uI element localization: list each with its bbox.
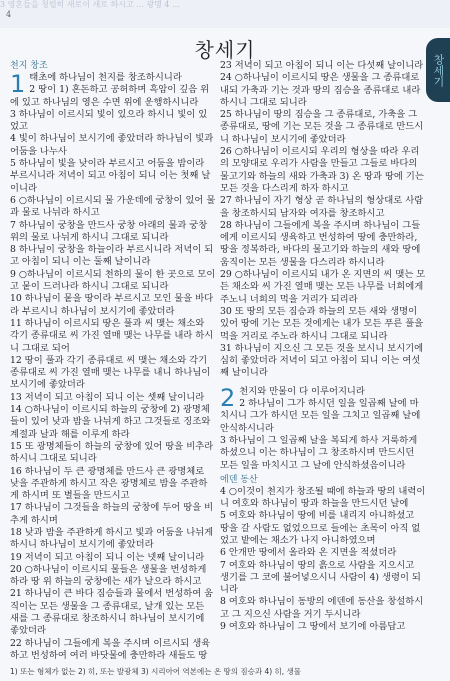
verse: 2 땅이 1) 혼돈하고 공허하며 흑암이 깊음 위에 있고 하나님의 영은 수면 위에 운행하시니라 [10,84,210,108]
verse: 19 저녁이 되고 아침이 되니 이는 넷째 날이니라 [10,551,205,563]
verse: 3 하나님이 그 일곱째 날을 복되게 하사 거룩하게 하셨으니 이는 하나님이 그 창조하시며 만드시던 모든 일을 마치시고 그 날에 안식하셨음이니라 [220,434,418,471]
verse: 2 하나님이 그가 하시던 일을 일곱째 날에 마치시니 그가 하시던 모든 일을 그치고 일곱째 날에 안식하시니라 [220,398,421,434]
verse: 29 ○하나님이 이르시되 내가 온 지면의 씨 맺는 모든 채소와 씨 가진 열매 맺는 모든 나무를 너희에게 주노니 너희의 먹을 거리가 되리라 [220,269,426,305]
verse: 17 하나님이 그것들을 하늘의 궁창에 두어 땅을 비추게 하시며 [10,502,214,526]
column-right [220,60,426,661]
verse: 태초에 하나님이 천지를 창조하시니라 [29,72,182,83]
verse-list [10,72,216,661]
page-number: 4 [6,10,12,19]
verse: 26 ○하나님이 이르시되 우리의 형상을 따라 우리의 모양대로 우리가 사람을 만들고 그들로 바다의 물고기와 하늘의 새와 가축과 3) 온 땅과 땅에 기는 모든 것을 다스리게 하자 하시고 [220,146,424,194]
verse-list [220,486,426,634]
chapter-number: 2 [220,383,236,412]
verse: 24 ○하나님이 이르시되 땅은 생물을 그 종류대로 내되 가축과 기는 것과 땅의 짐승을 종류대로 내라 하시니 그대로 되니라 [220,72,421,108]
verse: 8 하나님이 궁창을 하늘이라 부르시니라 저녁이 되고 아침이 되니 이는 둘째 날이니라 [10,244,214,268]
verse-list [220,383,426,472]
verse: 6 안개만 땅에서 올라와 온 지면을 적셨더라 [220,547,397,559]
footnotes: 1) 또는 형체가 없는 2) 히, 또는 발광체 3) 시리아어 역본에는 온 땅의 짐승과 4) 히, 생물 [10,667,302,676]
verse: 9 ○하나님이 이르시되 천하의 물이 한 곳으로 모이고 뭍이 드러나라 하시니 그대로 되니라 [10,268,216,293]
verse: 11 하나님이 이르시되 땅은 풀과 씨 맺는 채소와 각기 종류대로 씨 가진 열매 맺는 나무를 내라 하시니 그대로 되어 [10,317,214,354]
section-heading: 천지 창조 [10,61,48,71]
verse: 9 여호와 하나님이 그 땅에서 보기에 아름답고 [220,621,406,633]
verse: 27 하나님이 자기 형상 곧 하나님의 형상대로 사람을 창조하시되 남자와 여자를 창조하시고 [220,195,424,219]
chapter-number: 1 [10,70,26,98]
verse-list [220,60,426,380]
verse: 18 낮과 밤을 주관하게 하시고 빛과 어둠을 나뉘게 하시니 하나님이 보시기에 좋았더라 [10,526,214,551]
bleed-through-text: 3 영혼들을 청렬히 새로이 새로 하시고 ... 광명 4 ... [0,0,450,28]
verse: 14 ○하나님이 이르시되 하늘의 궁창에 2) 광명체들이 있어 낮과 밤을 나뉘게 하고 그것들로 징조와 계절과 날과 해를 이루게 하라 [10,404,211,440]
verse: 16 하나님이 두 큰 광명체를 만드사 큰 광명체로 낮을 주관하게 하시고 작은 광명체로 밤을 주관하게 하시며 또 별들을 만드시고 [10,465,208,502]
section-heading: 에덴 동산 [220,474,258,485]
verse: 3 하나님이 이르시되 빛이 있으라 하시니 빛이 있었고 [10,108,208,133]
verse: 13 저녁이 되고 아침이 되니 이는 셋째 날이니라 [10,391,205,403]
verse: 31 하나님이 지으신 그 모든 것을 보시니 보시기에 심히 좋았더라 저녁이 되고 아침이 되니 이는 여섯째 날이니라 [220,342,424,379]
verse: 12 땅이 풀과 각기 종류대로 씨 맺는 채소와 각기 종류대로 씨 가진 열매 맺는 나무를 내니 하나님이 보시기에 좋았더라 [10,354,211,391]
verse: 7 여호와 하나님이 땅의 흙으로 사람을 지으시고 생기를 그 코에 불어넣으시니 사람이 4) 생령이 되니라 [220,559,421,596]
page-title: 창세기 [194,38,256,62]
column-left [10,60,216,661]
verse: 23 저녁이 되고 아침이 되니 이는 다섯째 날이니라 [220,60,424,71]
verse: 7 하나님이 궁창을 만드사 궁창 아래의 물과 궁창 위의 물로 나뉘게 하시니 그대로 되니라 [10,219,208,243]
verse: 5 하나님이 빛을 낮이라 부르시고 어둠을 밤이라 부르시니라 저녁이 되고 아침이 되니 이는 첫째 날이니라 [10,158,211,194]
verse: 28 하나님이 그들에게 복을 주시며 하나님이 그들에게 이르시되 생육하고 번성하여 땅에 충만하라, 땅을 정복하라, 바다의 물고기와 하늘의 새와 땅에 움직이는 모든 생물을 다스리라 하시니라 [220,219,421,268]
verse: 22 하나님이 그들에게 복을 주시며 이르시되 생육하고 번성하여 여러 바닷물에 충만하라 새들도 땅 [10,637,211,661]
verse: 10 하나님이 뭍을 땅이라 부르시고 모인 물을 바다라 부르시니 하나님이 보시기에 좋았더라 [10,293,214,317]
verse: 4 ○이것이 천지가 창조될 때에 하늘과 땅의 내력이니 여호와 하나님이 땅과 하늘을 만드시던 날에 [220,485,426,510]
verse: 5 여호와 하나님이 땅에 비를 내리지 아니하셨고 땅을 갈 사람도 없었으므로 들에는 초목이 아직 없었고 밭에는 채소가 나지 아니하였으며 [220,510,421,546]
verse: 천지와 만물이 다 이루어지니라 [239,385,365,397]
verse: 8 여호와 하나님이 동방의 에덴에 동산을 창설하시고 그 지으신 사람을 거기 두시니라 [220,596,424,620]
book-tab[interactable]: 창세기 [426,38,450,102]
verse: 21 하나님이 큰 바다 짐승들과 물에서 번성하여 움직이는 모든 생물을 그 종류대로, 날개 있는 모든 새를 그 종류대로 창조하시니 하나님이 보시기에 좋았더라 [10,588,214,637]
verse: 25 하나님이 땅의 짐승을 그 종류대로, 가축을 그 종류대로, 땅에 기는 모든 것을 그 종류대로 만드시니 하나님이 보시기에 좋았더라 [220,109,424,145]
verse: 4 빛이 하나님이 보시기에 좋았더라 하나님이 빛과 어둠을 나누사 [10,133,214,157]
verse: 15 또 광명체들이 하늘의 궁창에 있어 땅을 비추라 하시니 그대로 되니라 [10,440,214,465]
verse: 20 ○하나님이 이르시되 물들은 생물을 번성하게 하라 땅 위 하늘의 궁창에는 새가 날으라 하시고 [10,563,207,588]
verse: 30 또 땅의 모든 짐승과 하늘의 모든 새와 생명이 있어 땅에 기는 모든 것에게는 내가 모든 푸른 풀을 먹을 거리로 주노라 하시니 그대로 되니라 [220,305,424,342]
verse: 6 ○하나님이 이르시되 물 가운데에 궁창이 있어 물과 물로 나뉘라 하시고 [10,194,216,219]
